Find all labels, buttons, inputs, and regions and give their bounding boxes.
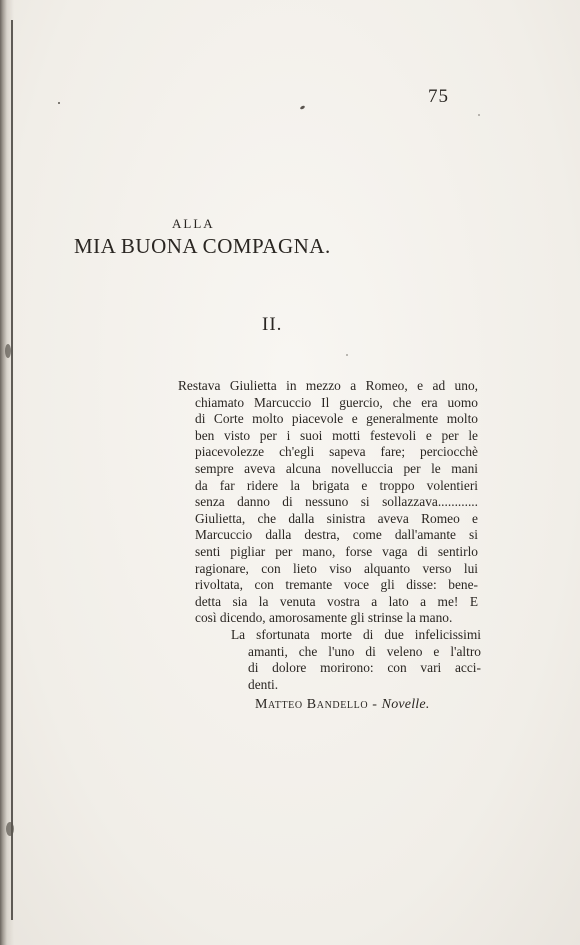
- epigraph-line: così dicendo, amorosamente gli strinse la mano.: [195, 610, 453, 626]
- work-title: Novelle.: [381, 697, 430, 712]
- epigraph-line: Giulietta, che dalla sinistra aveva Romeo e: [195, 510, 478, 526]
- ink-speck: [6, 822, 14, 836]
- source-note-line: di dolore morirono: con vari acci-: [248, 660, 481, 676]
- epigraph-line: rivoltata, con tremante voce gli disse: bene-: [195, 577, 478, 593]
- epigraph-line: chiamato Marcuccio Il guercio, che era uomo: [195, 394, 478, 410]
- epigraph-line: Restava Giulietta in mezzo a Romeo, e ad uno,: [178, 378, 478, 393]
- epigraph-line: ragionare, con lieto viso alquanto verso lui: [195, 560, 478, 576]
- ink-speck: [58, 102, 60, 104]
- attribution-separator: -: [372, 697, 378, 712]
- epigraph-line: sempre aveva alcuna novelluccia per le mani: [195, 460, 478, 476]
- epigraph-line: piacevolezze ch'egli sapeva fare; perciocchè: [195, 444, 478, 460]
- epigraph-line: senti pigliar per mano, forse vaga di sentirlo: [195, 543, 478, 559]
- epigraph-line: di Corte molto piacevole e generalmente molto: [195, 411, 478, 427]
- attribution: [255, 697, 430, 713]
- source-note: [231, 627, 481, 693]
- page-number: 75: [428, 86, 449, 107]
- epigraph-line: detta sia la venuta vostra a lato a me! E: [195, 593, 478, 609]
- source-note-line: amanti, che l'uno di veleno e l'altro: [248, 643, 481, 659]
- epigraph-line: ben visto per i suoi motti festevoli e per le: [195, 427, 478, 443]
- epigraph-line: da far ridere la brigata e troppo volentieri: [195, 477, 478, 493]
- ink-speck: [300, 105, 306, 110]
- binding-line: [11, 20, 13, 920]
- epigraph-line: senza danno di nessuno si sollazzava............: [195, 494, 478, 510]
- epigraph-text: [178, 378, 478, 627]
- ink-speck: [5, 344, 11, 358]
- source-note-line: La sfortunata morte di due infelicissimi: [231, 627, 481, 642]
- dedication-line-2: MIA BUONA COMPAGNA.: [74, 234, 331, 258]
- section-number: II.: [262, 314, 283, 335]
- author-name: Matteo Bandello: [255, 697, 369, 712]
- source-note-line: denti.: [248, 676, 279, 692]
- dedication-line-1: ALLA: [172, 216, 215, 231]
- epigraph-line: Marcuccio dalla destra, come dall'amante si: [195, 527, 478, 543]
- ink-speck: [346, 354, 348, 356]
- ink-speck: [478, 114, 480, 116]
